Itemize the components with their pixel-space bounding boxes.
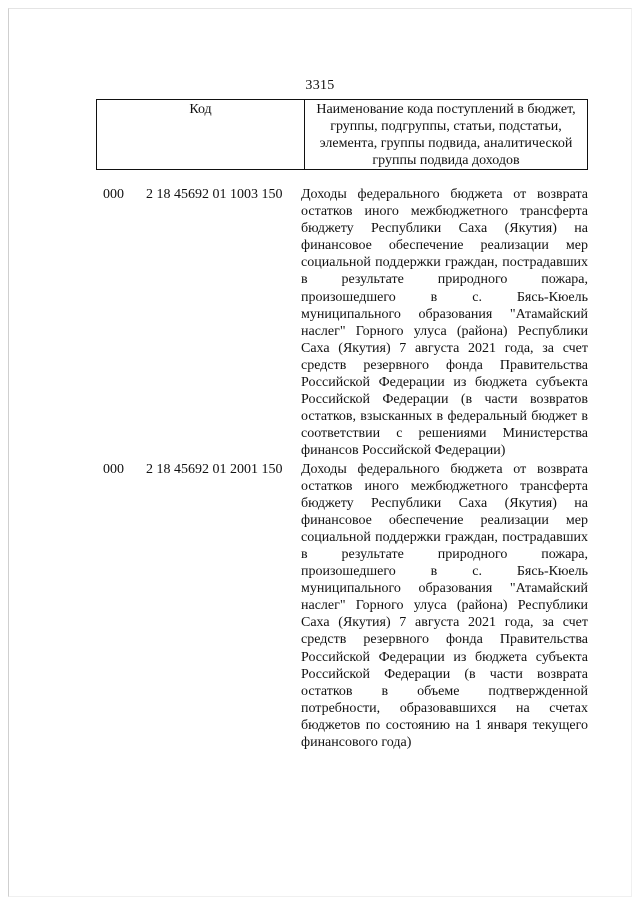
revenue-code-list — [0, 186, 640, 751]
revenue-name: Доходы федерального бюджета от возврата остатков иного межбюджетного трансферта бюджету Республики Саха (Якутия) на финансовое обеспечение реализации мер социальной поддержки граждан, пострадавших в результате природного пожара, произошедшего в с. Бясь-Кюель муниципального образования "Атамайский наслег" Горного улуса (района) Республики Саха (Якутия) 7 августа 2021 года, за счет средств резервного фонда Правительства Российской Федерации из бюджета субъекта Российской Федерации (в части возврата остатков в объеме подтвержденной потребности, образовавшихся на счетах бюджетов по состоянию на 1 января текущего финансового года) — [301, 461, 588, 750]
revenue-name: Доходы федерального бюджета от возврата остатков иного межбюджетного трансферта бюджету Республики Саха (Якутия) на финансовое обеспечение реализации мер социальной поддержки граждан, пострадавших в результате природного пожара, произошедшего в с. Бясь-Кюель муниципального образования "Атамайский наслег" Горного улуса (района) Республики Саха (Якутия) 7 августа 2021 года, за счет средств резервного фонда Правительства Российской Федерации из бюджета субъекта Российской Федерации (в части возвратов остатков, взысканных в федеральный бюджет в соответствии с решениями Министерства финансов Российской Федерации) — [301, 187, 588, 459]
header-code-cell: Код — [97, 100, 305, 170]
table-row — [0, 461, 640, 752]
header-table — [96, 99, 588, 170]
table-row — [0, 186, 640, 460]
revenue-code: 2 18 45692 01 2001 150 — [146, 461, 283, 477]
revenue-code: 2 18 45692 01 1003 150 — [146, 187, 283, 202]
admin-code: 000 — [103, 187, 124, 202]
header-row — [97, 100, 588, 170]
header-name-cell: Наименование кода поступлений в бюджет, группы, подгруппы, статьи, подстатьи, элемента, группы подвида, аналитической группы подвида доходов — [305, 100, 588, 170]
page-number: 3315 — [305, 78, 335, 93]
admin-code: 000 — [103, 461, 124, 477]
